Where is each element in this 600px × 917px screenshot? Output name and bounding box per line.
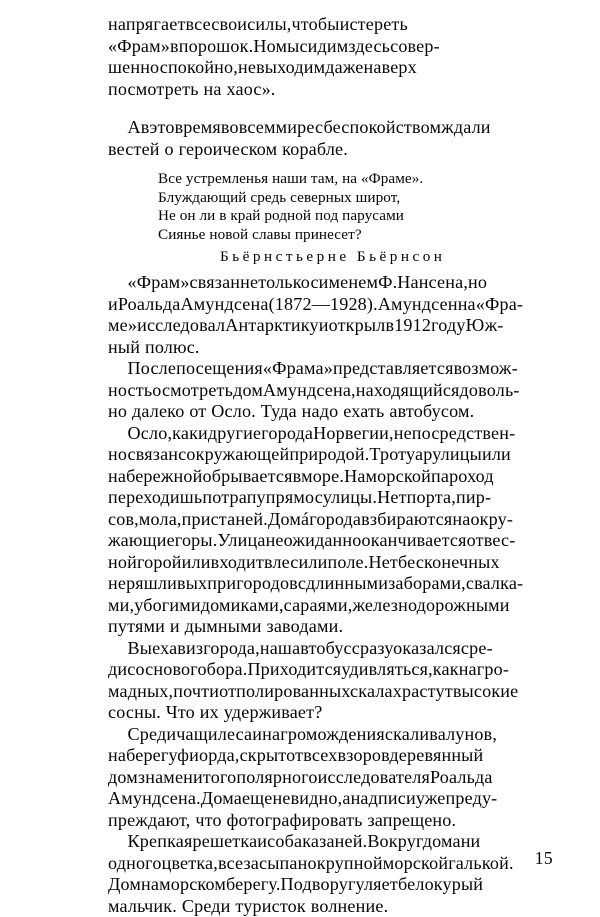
- text-line: одногоцветка,всезасыпанокрупнойморскойгалькой.: [108, 853, 553, 875]
- text-line: вестей о героическом корабле.: [108, 139, 553, 161]
- text-line: носвязансокружающейприродой.Тротуарулицыили: [108, 444, 553, 466]
- text-line: мальчик. Среди туристок волнение.: [108, 896, 553, 917]
- paragraph-opening: [108, 14, 553, 100]
- text-line: шенноспокойно,невыходимдаженаверх: [108, 57, 553, 79]
- text-line: посмотреть на хаос».: [108, 79, 553, 101]
- text-line: домзнаменитогополярногоисследователяРоальда: [108, 767, 553, 789]
- text-line: ме»исследовалАнтарктикуиоткрылв1912годуЮж-: [108, 315, 553, 337]
- epigraph-block: [158, 170, 488, 266]
- text-line: набережнойобрываетсявморе.Наморскойпароход: [108, 466, 553, 488]
- text-line: нойгоройиливходитвлесилиполе.Нетбесконечных: [108, 552, 553, 574]
- text-line: сов,мола,пристаней.Домáгородавзбираютсянаокру-: [108, 509, 553, 531]
- text-line: ностьосмотретьдомАмундсена,находящийсядоволь-: [108, 380, 553, 402]
- epigraph-line: Все устремленья наши там, на «Фраме».: [158, 170, 488, 189]
- text-line: переходишьпотрапупрямосулицы.Нетпорта,пир-: [108, 487, 553, 509]
- text-line: «Фрам»впорошок.Номысидимздесьсовер-: [108, 36, 553, 58]
- text-line: Крепкаярешеткаисобаказаней.Вокругдомани: [108, 831, 553, 853]
- text-line: наберегуфиорда,скрытотвсехвзоровдеревянный: [108, 745, 553, 767]
- text-line: ный полюс.: [108, 337, 553, 359]
- text-line: «Фрам»связаннетолькосименемФ.Нансена,но: [108, 272, 553, 294]
- paragraph-fram-nansen-amundsen: [108, 272, 553, 358]
- epigraph-line: Блуждающий средь северных широт,: [158, 189, 488, 208]
- text-line: Средичащилесаинагроможденияскаливалунов,: [108, 724, 553, 746]
- paragraph-spacer: [108, 100, 553, 117]
- text-line: преждают, что фотографировать запрещено.: [108, 810, 553, 832]
- paragraph-fjord-wooden-house: [108, 724, 553, 832]
- text-line: Выехавизгорода,нашавтобуссразуоказалсясре-: [108, 638, 553, 660]
- text-column: [108, 14, 553, 917]
- paragraph-fence-and-dog: [108, 831, 553, 917]
- paragraph-world-waiting: [108, 117, 553, 160]
- text-line: Авэтовремявовсеммиресбеспокойствомждали: [108, 117, 553, 139]
- text-line: Осло,какидругиегородаНорвегии,непосредствен-: [108, 423, 553, 445]
- text-line: иРоальдаАмундсена(1872—1928).Амундсенна«Фра-: [108, 294, 553, 316]
- epigraph-line: Сиянье новой славы принесет?: [158, 226, 488, 245]
- text-line: дисосновогобора.Приходитсяудивляться,какнагро-: [108, 659, 553, 681]
- text-line: ми,убогимидомиками,сараями,железнодорожными: [108, 595, 553, 617]
- text-line: неряшливыхпригородовсдлиннымизаборами,свалка-: [108, 573, 553, 595]
- paragraph-amundsen-house: [108, 358, 553, 423]
- text-line: путями и дымными заводами.: [108, 616, 553, 638]
- text-line: Амундсена.Домаещеневидно,анадписиужепреду-: [108, 788, 553, 810]
- paragraph-bus-pine-forest: [108, 638, 553, 724]
- text-line: но далеко от Осло. Туда надо ехать автобусом.: [108, 401, 553, 423]
- text-line: Послепосещения«Фрама»представляетсявозмож-: [108, 358, 553, 380]
- text-line: сосны. Что их удерживает?: [108, 702, 553, 724]
- text-line: мадных,почтиотполированныхскалахрастутвысокие: [108, 681, 553, 703]
- text-line: Домнаморскомберегу.Подворугуляетбелокурый: [108, 874, 553, 896]
- page-number: 15: [535, 848, 553, 868]
- epigraph-line: Не он ли в край родной под парусами: [158, 207, 488, 226]
- epigraph-author: Бьёрнстьерне Бьёрнсон: [158, 244, 488, 266]
- text-line: напрягаетвсесвоисилы,чтобыистереть: [108, 14, 553, 36]
- text-line: жающиегоры.Улицанеожиданнооканчиваетсяотвес-: [108, 530, 553, 552]
- paragraph-oslo-nature: [108, 423, 553, 638]
